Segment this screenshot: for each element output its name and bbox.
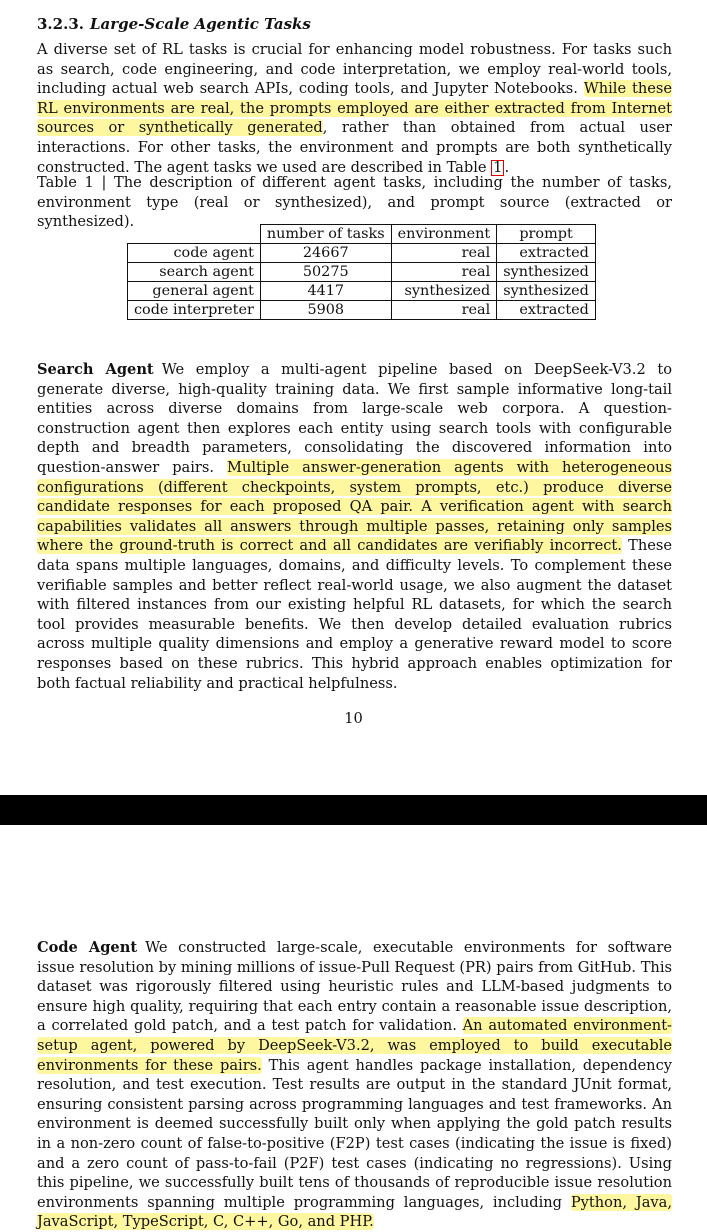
section-title: Large-Scale Agentic Tasks bbox=[89, 15, 311, 33]
task-count: 24667 bbox=[260, 244, 391, 263]
row-label: code interpreter bbox=[128, 301, 261, 320]
code-agent-heading: Code Agent bbox=[37, 939, 138, 956]
col-header-prompt: prompt bbox=[497, 225, 596, 244]
task-count: 5908 bbox=[260, 301, 391, 320]
task-count: 50275 bbox=[260, 263, 391, 282]
prompt-cell: extracted bbox=[497, 301, 596, 320]
intro-text-2: , rather than obtained from actual user interactions. For other tasks, the environment and prompts are both synthetically constructed. The agent tasks we used are described in Table bbox=[37, 119, 673, 176]
page-divider bbox=[0, 795, 707, 825]
table-row bbox=[128, 301, 596, 320]
code-agent-text-2: This agent handles package installation, dependency resolution, and test execution. Test results are output in the standard JUnit format, ensuring consistent parsing across programming languages and test frameworks. An environment is deemed successfully built only when applying the gold patch results in a non-zero count of false-to-positive (F2P) test cases (indicating the issue is fixed) and a zero count of pass-to-fail (P2F) test cases (indicating no regressions). Using this pipeline, we successfully built tens of thousands of reproducible issue resolution environments spanning multiple programming languages, including bbox=[37, 1056, 672, 1211]
environment-cell: real bbox=[391, 301, 497, 320]
code-agent-paragraph bbox=[37, 938, 672, 1232]
table-row bbox=[128, 282, 596, 301]
search-agent-highlight-1: Multiple answer-generation agents with heterogeneous configurations (different checkpoints, system prompts, etc.) produce diverse candidate responses for each proposed QA pair. A verification agent with search capabilities validates all answers through multiple passes, retaining only samples where the ground-truth is correct and all candidates are verifiably incorrect. bbox=[37, 458, 672, 555]
page-number: 10 bbox=[344, 710, 363, 727]
environment-cell: synthesized bbox=[391, 282, 497, 301]
row-label: code agent bbox=[128, 244, 261, 263]
col-header-tasks: number of tasks bbox=[260, 225, 391, 244]
search-agent-paragraph bbox=[37, 360, 672, 693]
prompt-cell: extracted bbox=[497, 244, 596, 263]
agent-tasks-table bbox=[127, 224, 596, 320]
code-agent-text-1: We constructed large-scale, executable environments for software issue resolution by mining millions of issue-Pull Request (PR) pairs from GitHub. This dataset was rigorously filtered using heuristic rules and LLM-based judgments to ensure high quality, requiring that each entry contain a reasonable issue description, a correlated gold patch, and a test patch for validation. bbox=[37, 939, 672, 1035]
environment-cell: real bbox=[391, 263, 497, 282]
task-count: 4417 bbox=[260, 282, 391, 301]
code-agent-highlight-1: An automated environment-setup agent, powered by DeepSeek-V3.2, was employed to build executable environments for these pairs. bbox=[37, 1017, 672, 1074]
table-row bbox=[128, 263, 596, 282]
table-caption: Table 1 | The description of different agent tasks, including the number of tasks, environment type (real or synthesized), and prompt source (extracted or synthesized). bbox=[37, 174, 672, 231]
intro-paragraph bbox=[37, 40, 672, 177]
page-11 bbox=[0, 825, 707, 1231]
section-number: 3.2.3. bbox=[37, 15, 84, 33]
intro-highlight-1: While these RL environments are real, the prompts employed are either extracted from Internet sources or synthetically generated bbox=[37, 80, 672, 137]
table-corner bbox=[128, 225, 261, 244]
table-row bbox=[128, 244, 596, 263]
section-heading bbox=[37, 14, 311, 34]
table-header-row bbox=[128, 225, 596, 244]
prompt-cell: synthesized bbox=[497, 282, 596, 301]
environment-cell: real bbox=[391, 244, 497, 263]
row-label: search agent bbox=[128, 263, 261, 282]
row-label: general agent bbox=[128, 282, 261, 301]
search-agent-heading: Search Agent bbox=[37, 361, 154, 378]
intro-text-1: A diverse set of RL tasks is crucial for enhancing model robustness. For tasks such as search, code engineering, and code interpretation, we employ real-world tools, including actual web search APIs, coding tools, and Jupyter Notebooks. bbox=[37, 41, 672, 98]
table-1-link[interactable]: 1 bbox=[493, 158, 503, 176]
prompt-cell: synthesized bbox=[497, 263, 596, 282]
search-agent-text-1: We employ a multi-agent pipeline based on DeepSeek-V3.2 to generate diverse, high-quality training data. We first sample informative long-tail entities across diverse domains from large-scale web corpora. A question-construction agent then explores each entity using search tools with configurable depth and breadth parameters, consolidating the discovered information into question-answer pairs. bbox=[37, 361, 672, 476]
search-agent-text-2: These data spans multiple languages, domains, and difficulty levels. To complement these verifiable samples and better reflect real-world usage, we also augment the dataset with filtered instances from our existing helpful RL datasets, for which the search tool provides measurable benefits. We then develop detailed evaluation rubrics across multiple quality dimensions and employ a generative reward model to score responses based on these rubrics. This hybrid approach enables optimization for both factual reliability and practical helpfulness. bbox=[37, 537, 672, 692]
code-agent-highlight-2: Python, Java, JavaScript, TypeScript, C, C++, Go, and PHP. bbox=[37, 1193, 672, 1231]
col-header-environment: environment bbox=[391, 225, 497, 244]
intro-text-3: . bbox=[504, 158, 510, 176]
